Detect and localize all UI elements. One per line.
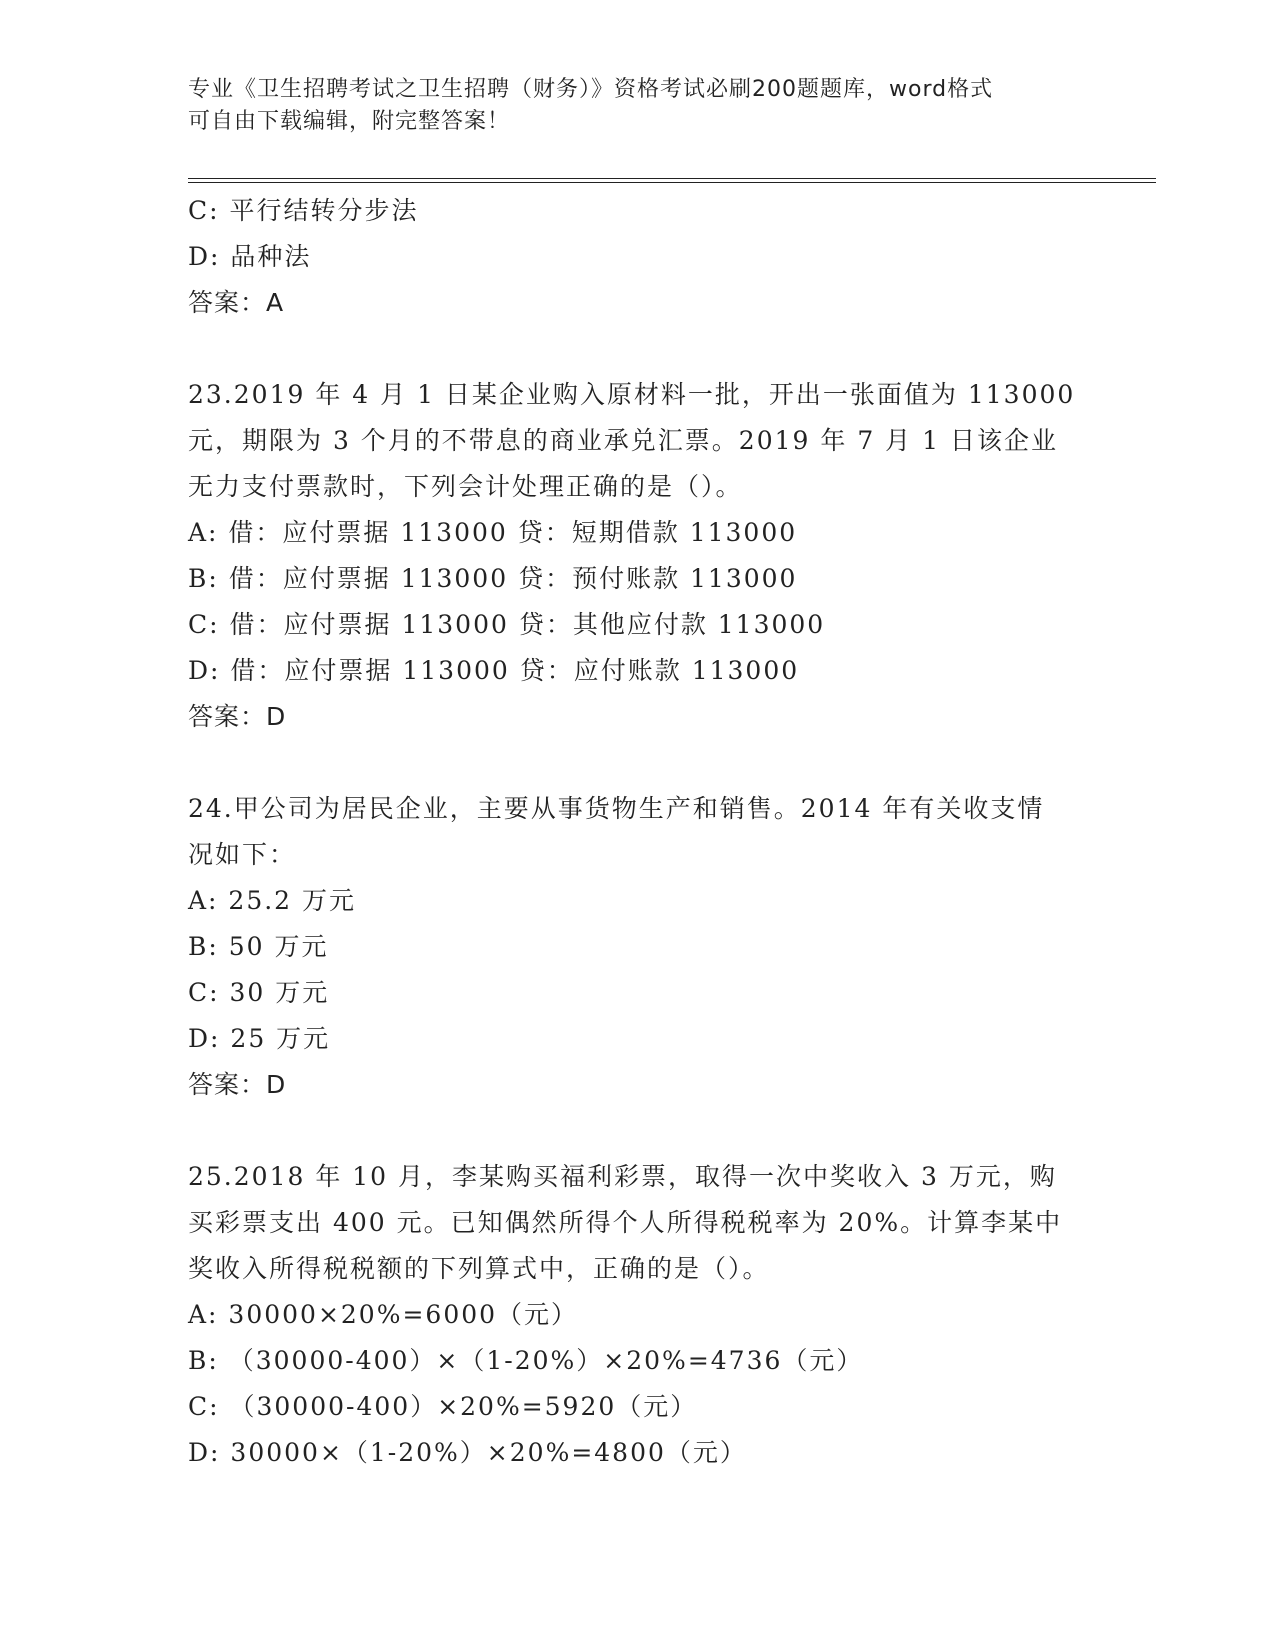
header-title-line-2: 可自由下载编辑，附完整答案！ xyxy=(188,109,511,134)
q23-answer: 答案：D xyxy=(188,702,287,731)
q23-option-a: A: 借：应付票据 113000 贷：短期借款 113000 xyxy=(188,518,798,547)
q23-option-b: B: 借：应付票据 113000 贷：预付账款 113000 xyxy=(188,564,798,593)
q23-stem-line-1: 23.2019 年 4 月 1 日某企业购入原材料一批，开出一张面值为 113000 xyxy=(188,380,1076,409)
q25-option-d: D: 30000×（1-20%）×20%=4800（元） xyxy=(188,1438,747,1467)
header-divider-bottom xyxy=(188,182,1156,183)
q22-option-d: D: 品种法 xyxy=(188,242,312,271)
q24-answer: 答案：D xyxy=(188,1070,287,1099)
q24-option-a: A: 25.2 万元 xyxy=(188,886,357,915)
q24-option-c: C: 30 万元 xyxy=(188,978,330,1007)
q24-option-d: D: 25 万元 xyxy=(188,1024,331,1053)
document-header xyxy=(188,74,1068,138)
header-divider-top xyxy=(188,178,1156,179)
spacer xyxy=(188,1108,1088,1154)
q22-option-c: C: 平行结转分步法 xyxy=(188,196,419,225)
q25-stem-line-3: 奖收入所得税税额的下列算式中，正确的是（）。 xyxy=(188,1254,770,1283)
q23-option-d: D: 借：应付票据 113000 贷：应付账款 113000 xyxy=(188,656,800,685)
q24-option-b: B: 50 万元 xyxy=(188,932,329,961)
spacer xyxy=(188,326,1088,372)
q25-option-c: C: （30000-400）×20%=5920（元） xyxy=(188,1392,698,1421)
q25-option-a: A: 30000×20%=6000（元） xyxy=(188,1300,579,1329)
q24-stem-line-2: 况如下： xyxy=(188,840,297,869)
header-title-line-1: 专业《卫生招聘考试之卫生招聘（财务）》资格考试必刷200题题库，word格式 xyxy=(188,77,994,102)
spacer xyxy=(188,740,1088,786)
q25-option-b: B: （30000-400）×（1-20%）×20%=4736（元） xyxy=(188,1346,864,1375)
q23-option-c: C: 借：应付票据 113000 贷：其他应付款 113000 xyxy=(188,610,826,639)
q25-stem-line-2: 买彩票支出 400 元。已知偶然所得个人所得税税率为 20%。计算李某中 xyxy=(188,1208,1063,1237)
q25-stem-line-1: 25.2018 年 10 月，李某购买福利彩票，取得一次中奖收入 3 万元，购 xyxy=(188,1162,1057,1191)
q23-stem-line-3: 无力支付票款时，下列会计处理正确的是（）。 xyxy=(188,472,743,501)
q22-answer: 答案：A xyxy=(188,288,285,317)
question-content xyxy=(188,188,1088,1476)
q23-stem-line-2: 元，期限为 3 个月的不带息的商业承兑汇票。2019 年 7 月 1 日该企业 xyxy=(188,426,1058,455)
q24-stem-line-1: 24.甲公司为居民企业，主要从事货物生产和销售。2014 年有关收支情 xyxy=(188,794,1045,823)
